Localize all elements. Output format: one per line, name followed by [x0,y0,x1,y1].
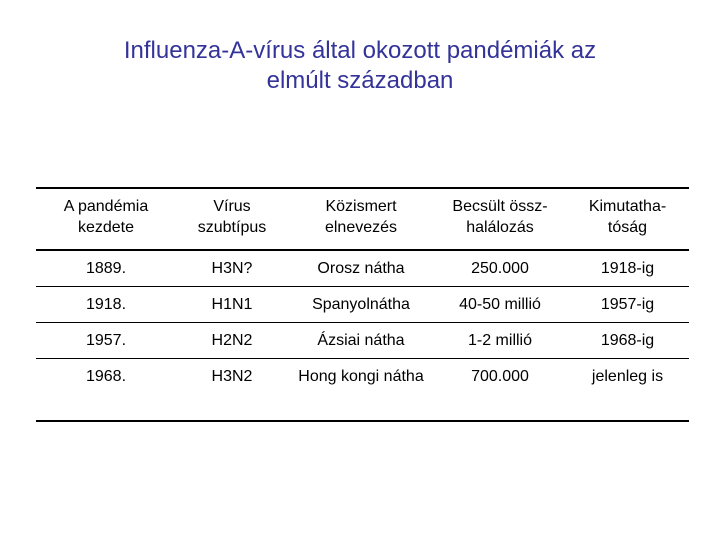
pandemic-table-container [36,187,689,422]
cell-start: 1918. [85,295,127,313]
slide-title [40,36,680,96]
table-row [36,358,689,421]
cell-name: Spanyolnátha [312,295,410,313]
slide-title-line-1: Influenza-A-vírus által okozott pandémiák az [123,37,597,64]
header-detectability [566,188,689,250]
table-header-row [36,188,689,250]
header-text: Becsült össz- [452,198,548,215]
cell-name: Hong kongi nátha [298,367,424,385]
header-text: A pandémia [63,198,149,215]
header-text: halálozás [466,219,534,236]
header-text: elnevezés [324,219,398,236]
table-row [36,286,689,322]
cell-deaths: 1-2 millió [467,331,532,349]
header-text: Kimutatha- [588,198,667,215]
header-estimated-deaths [434,188,566,250]
cell-detectability: 1957-ig [600,295,655,313]
header-virus-subtype [176,188,288,250]
header-text: Vírus [213,198,251,215]
cell-subtype: H1N1 [211,295,253,313]
table-row [36,250,689,286]
cell-deaths: 700.000 [471,367,529,385]
cell-start: 1968. [85,367,127,385]
cell-detectability: 1968-ig [600,331,655,349]
table-row [36,322,689,358]
cell-deaths: 250.000 [471,260,529,277]
cell-subtype: H3N? [211,260,253,277]
header-text: kezdete [77,219,135,236]
cell-start: 1957. [85,331,127,349]
cell-detectability: 1918-ig [600,260,655,277]
header-pandemic-start [36,188,176,250]
cell-name: Orosz nátha [317,260,405,277]
header-text: tóság [607,219,648,236]
pandemic-table [36,187,689,422]
slide-title-line-2: elmúlt században [266,67,454,94]
header-common-name [288,188,434,250]
cell-subtype: H3N2 [211,367,253,385]
cell-name: Ázsiai nátha [317,331,405,349]
cell-subtype: H2N2 [211,331,253,349]
cell-start: 1889. [85,260,127,277]
cell-deaths: 40-50 millió [459,295,541,313]
header-text: szubtípus [197,219,267,236]
cell-detectability: jelenleg is [591,367,664,385]
header-text: Közismert [325,198,397,215]
